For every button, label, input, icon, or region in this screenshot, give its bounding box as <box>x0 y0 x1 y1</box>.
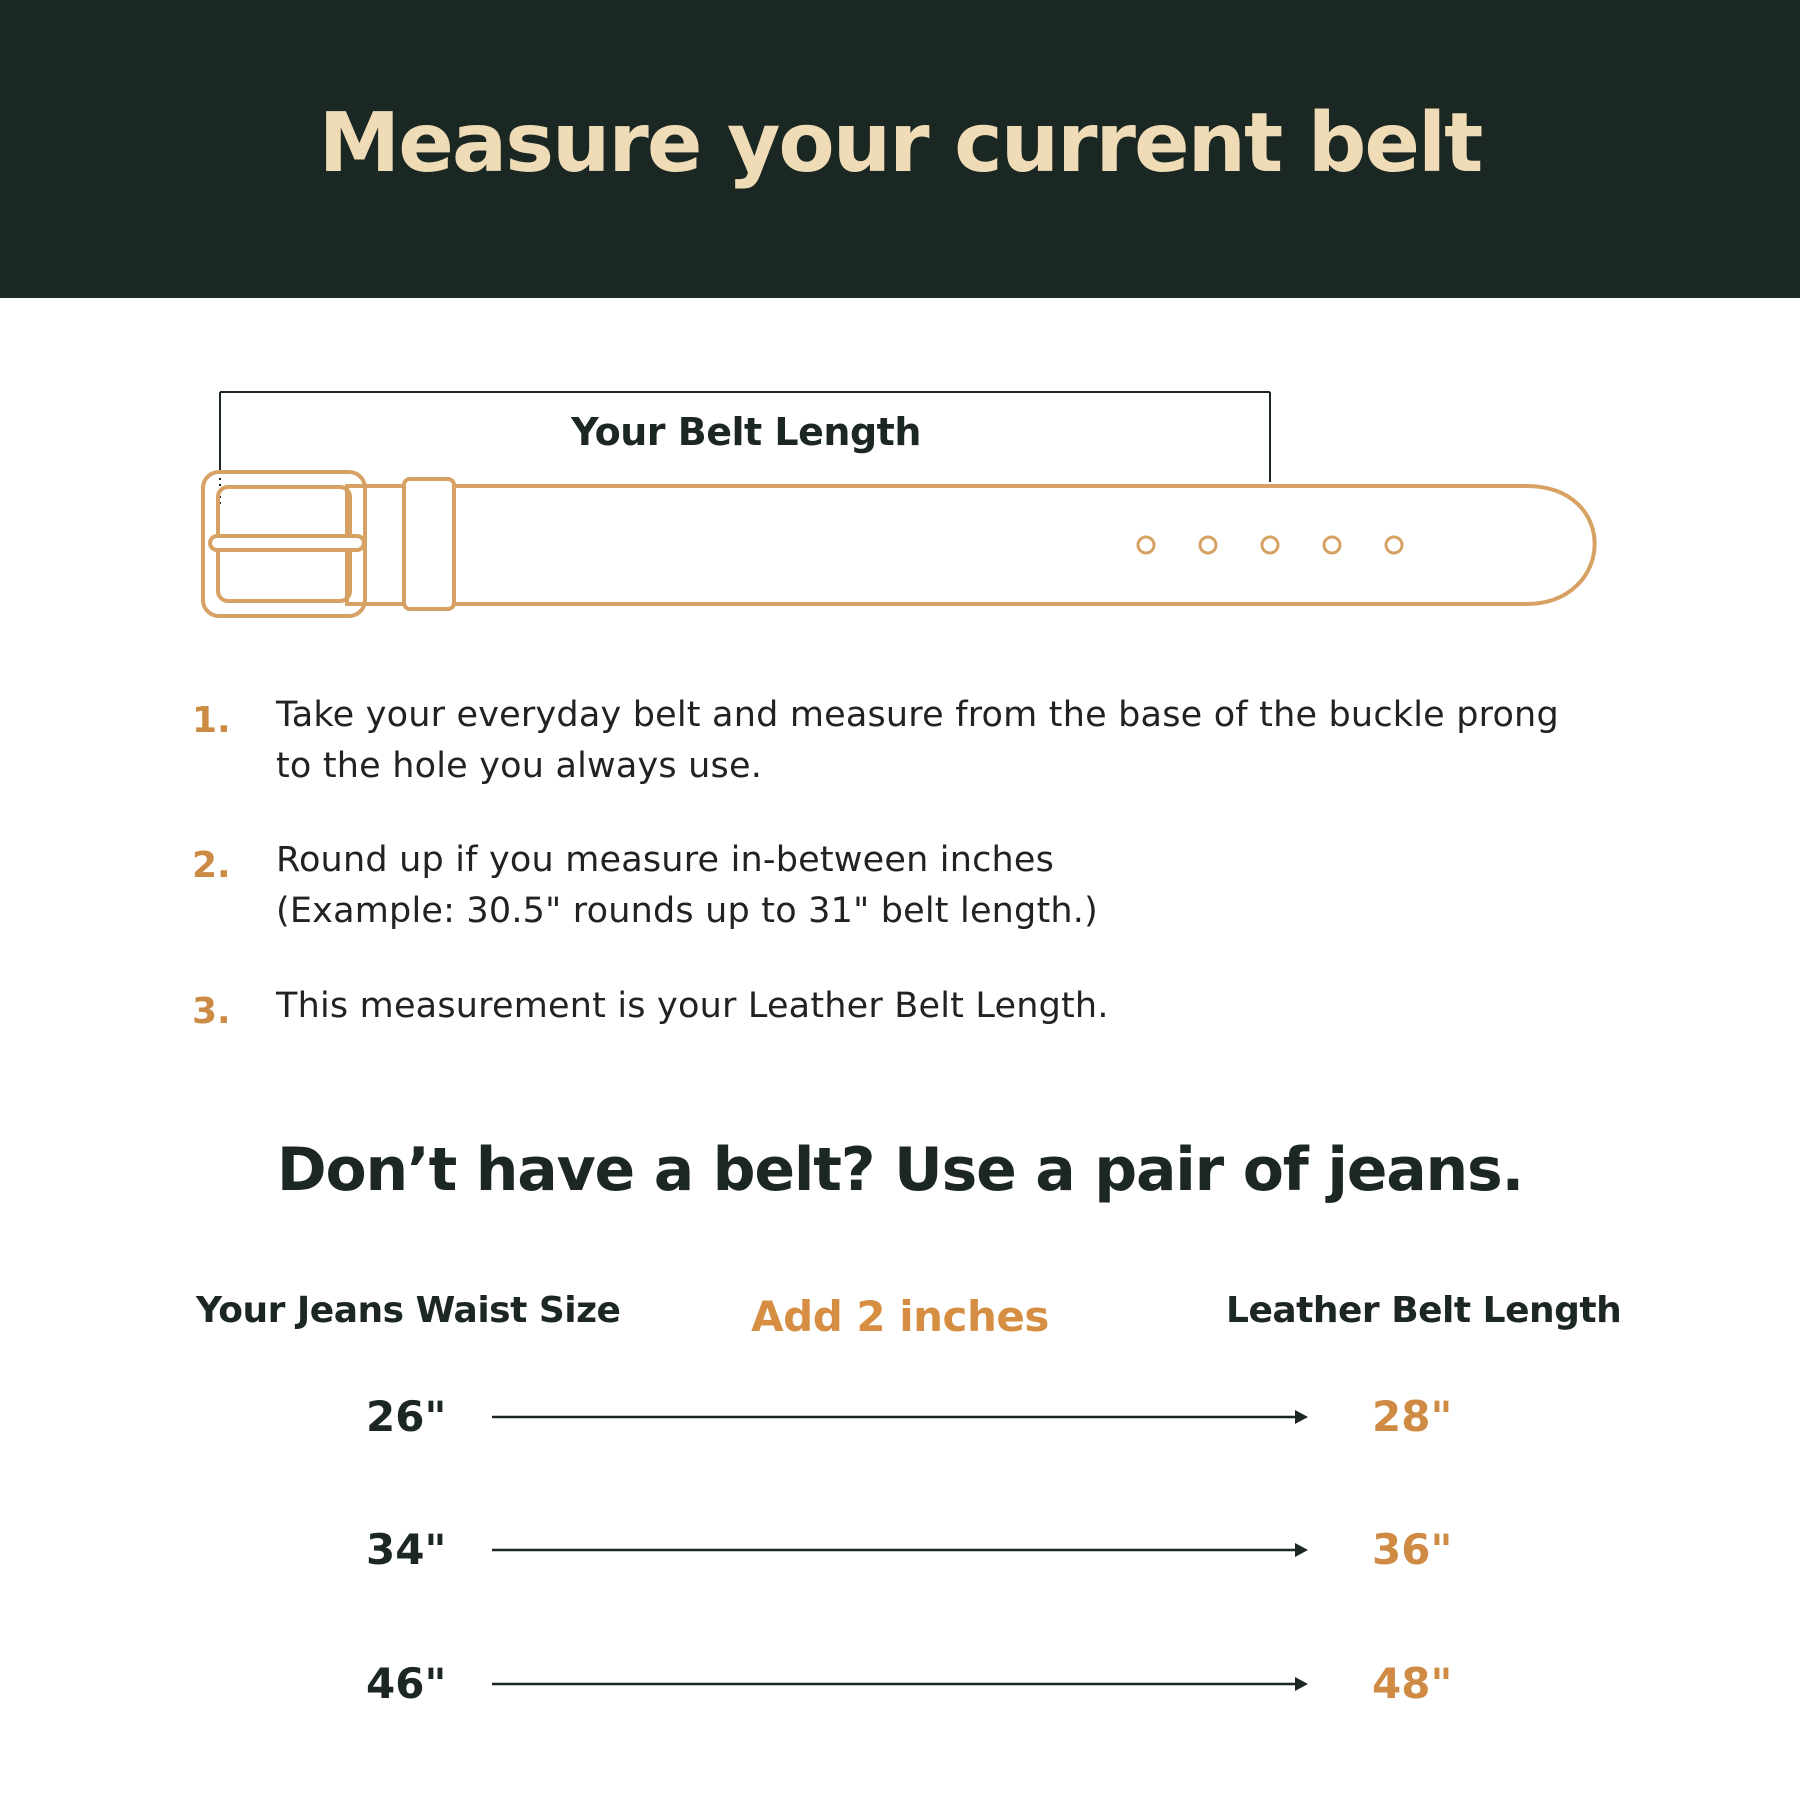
belt-length-label: Your Belt Length <box>571 410 921 454</box>
step-text: Take your everyday belt and measure from the base of the buckle prong to the hole you always use. <box>276 695 1559 786</box>
belt-hole <box>1386 537 1402 553</box>
step-text: Round up if you measure in-between inches (Example: 30.5" rounds up to 31" belt length.) <box>276 840 1098 931</box>
step-number: 2. <box>192 845 231 886</box>
buckle-prong <box>210 536 364 550</box>
arrow-right-icon <box>492 1392 1312 1452</box>
step-number: 1. <box>192 700 231 741</box>
jeans-heading: Don’t have a belt? Use a pair of jeans. <box>276 1135 1524 1205</box>
belt-length: 28" <box>1372 1392 1453 1441</box>
belt-hole <box>1200 537 1216 553</box>
waist-size: 46" <box>366 1659 447 1708</box>
col-header-belt-length: Leather Belt Length <box>1226 1290 1622 1331</box>
waist-size: 26" <box>366 1392 447 1441</box>
step-text: This measurement is your Leather Belt Length. <box>276 986 1109 1026</box>
table-row <box>0 1392 1800 1452</box>
waist-size: 34" <box>366 1525 447 1574</box>
belt-length: 36" <box>1372 1525 1453 1574</box>
belt-hole <box>1324 537 1340 553</box>
arrow-right-icon <box>492 1525 1312 1585</box>
page-title: Measure your current belt <box>318 95 1482 191</box>
table-row <box>0 1659 1800 1719</box>
belt-hole <box>1138 537 1154 553</box>
belt-keeper <box>404 479 454 609</box>
belt-hole <box>1262 537 1278 553</box>
belt-length: 48" <box>1372 1659 1453 1708</box>
step-number: 3. <box>192 991 231 1032</box>
arrow-right-icon <box>492 1659 1312 1719</box>
belt-strap <box>347 486 1595 604</box>
header-banner <box>0 0 1800 298</box>
col-header-add: Add 2 inches <box>751 1292 1049 1341</box>
col-header-waist: Your Jeans Waist Size <box>196 1290 621 1331</box>
table-row <box>0 1525 1800 1585</box>
